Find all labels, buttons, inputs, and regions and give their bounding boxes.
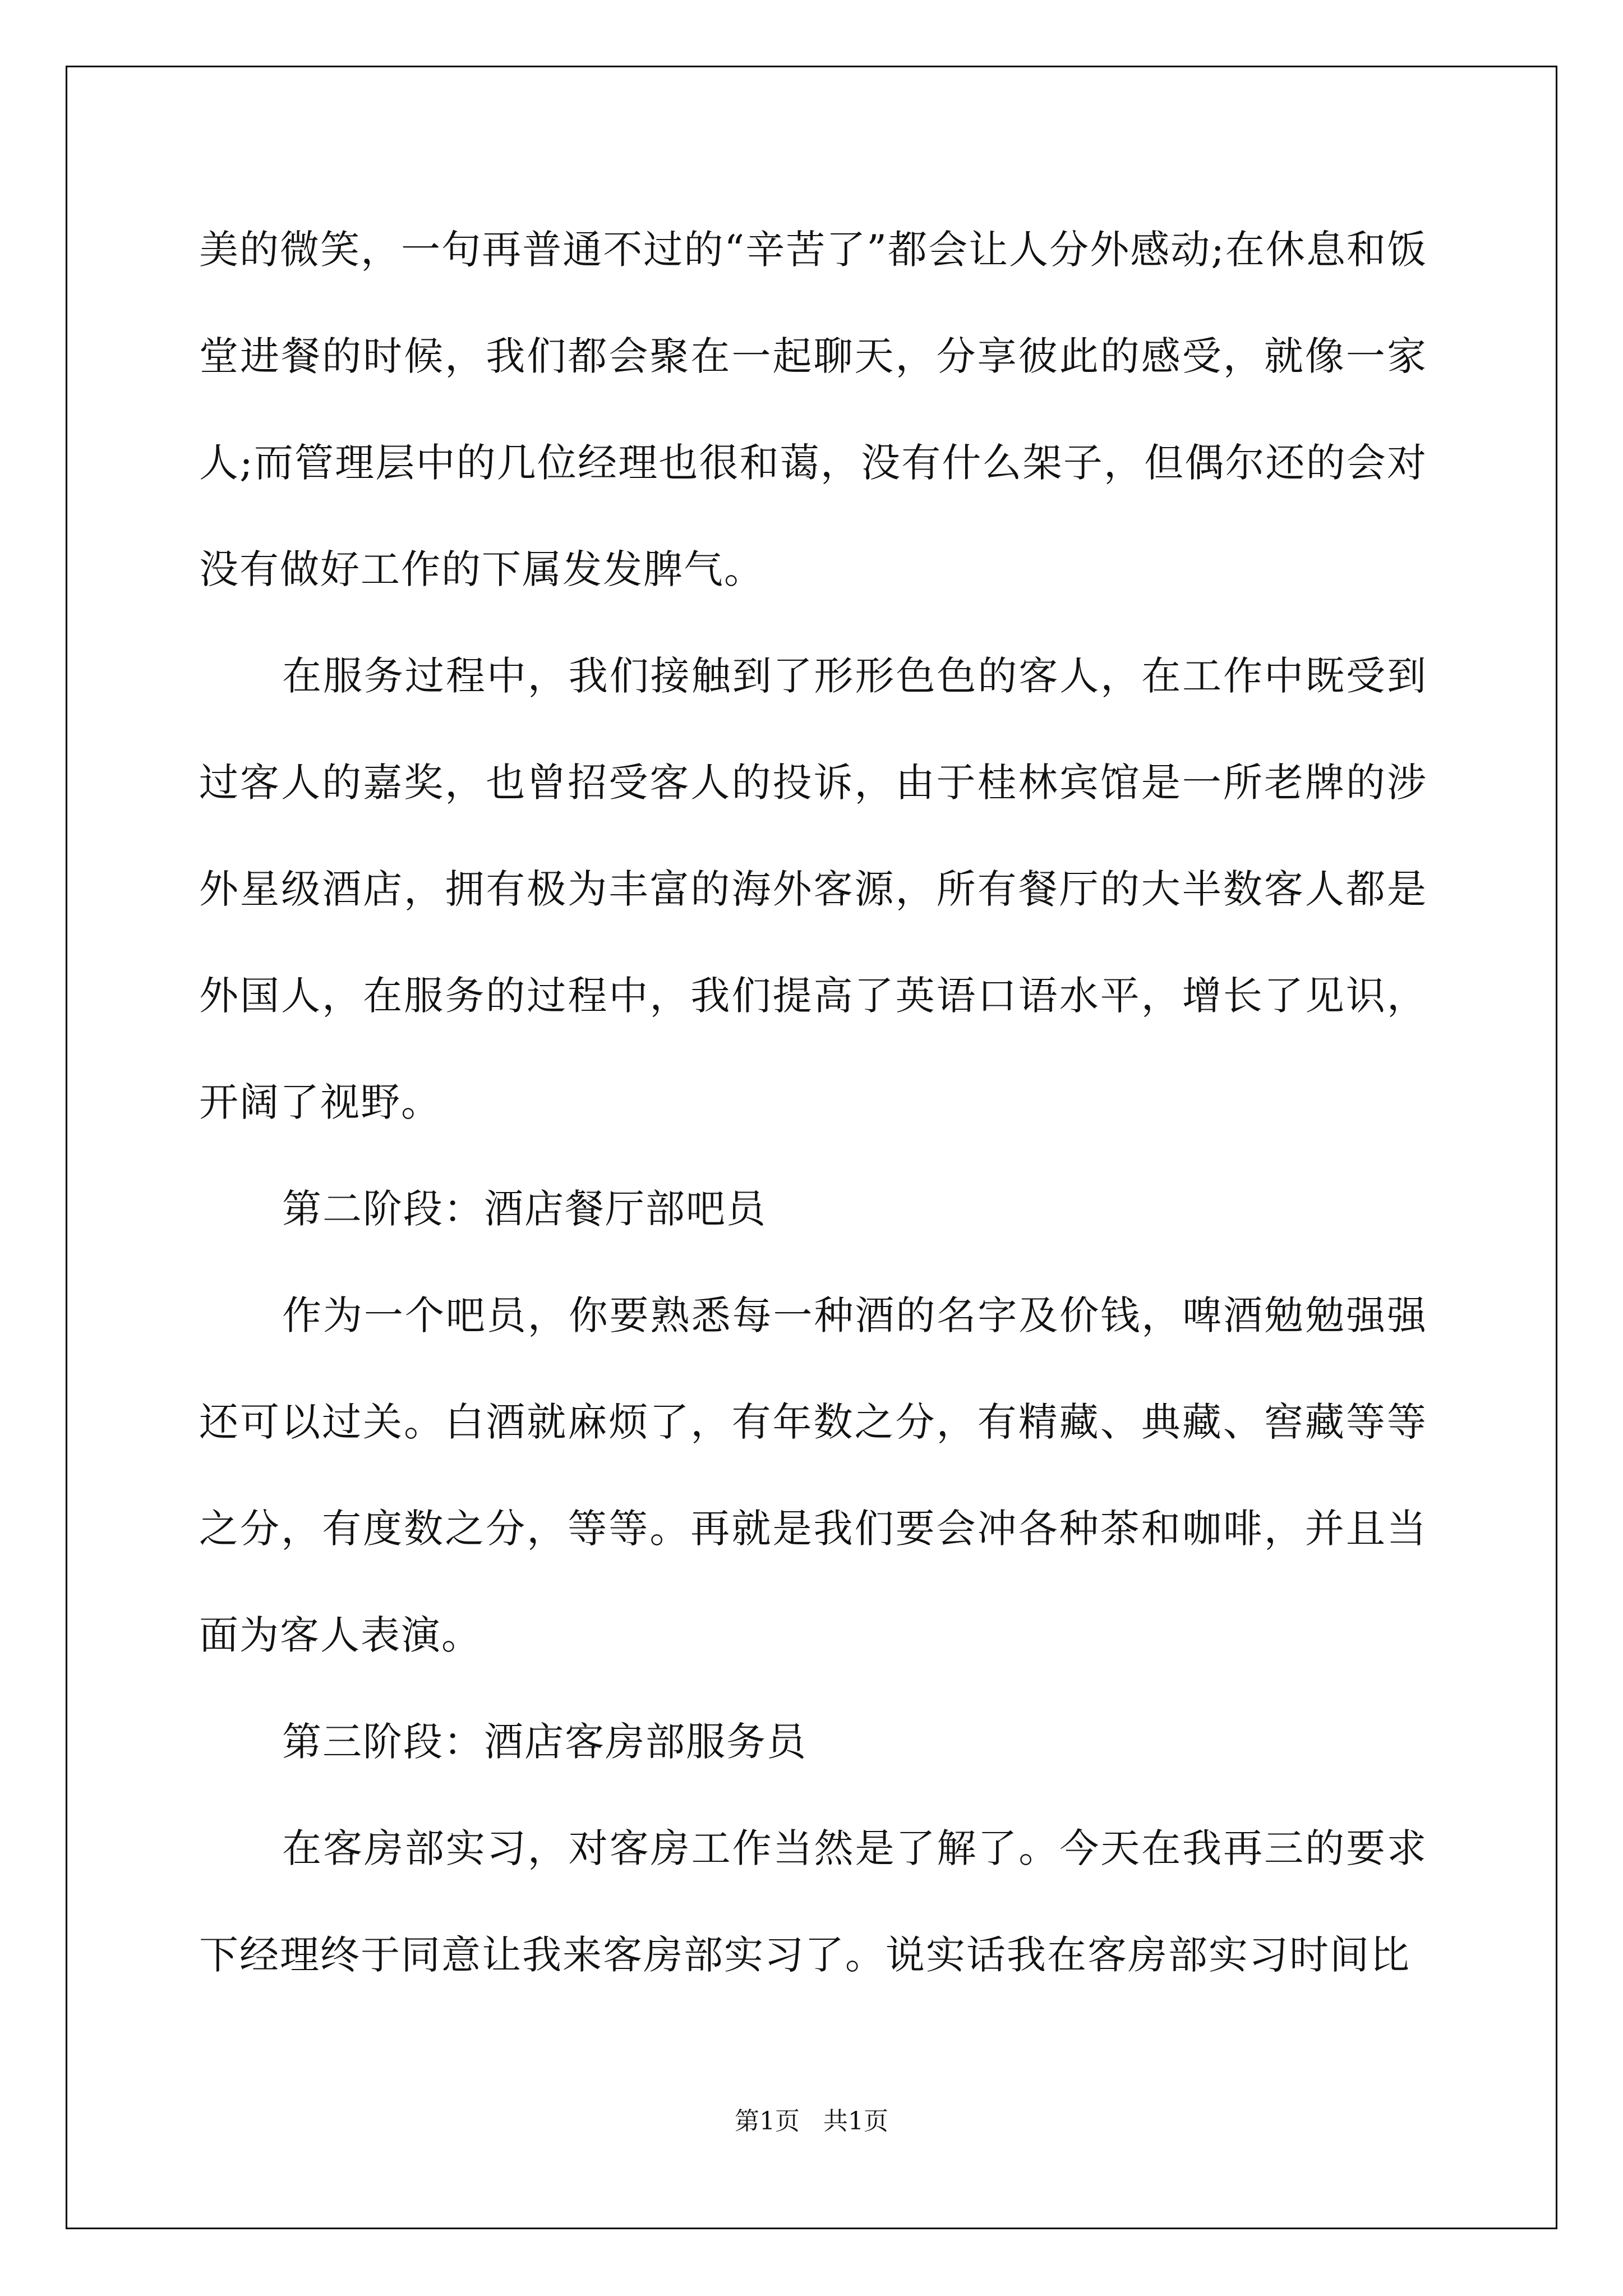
section-heading-stage-2: 第二阶段：酒店餐厅部吧员 bbox=[282, 1186, 767, 1232]
paragraph-1: 美的微笑，一句再普通不过的“辛苦了”都会让人分外感动;在休息和饭堂进餐的时候，我们都会聚在一起聊天，分享彼此的感受，就像一家人;而管理层中的几位经理也很和蔼，没有什么架子，但偶尔还的会对没有做好工作的下属发发脾气。 bbox=[199, 227, 1427, 592]
paragraph-2: 在服务过程中，我们接触到了形形色色的客人，在工作中既受到过客人的嘉奖，也曾招受客人的投诉，由于桂林宾馆是一所老牌的涉外星级酒店，拥有极为丰富的海外客源，所有餐厅的大半数客人都是外国人，在服务的过程中，我们提高了英语口语水平，增长了见识，开阔了视野。 bbox=[199, 653, 1427, 1125]
document-body bbox=[199, 196, 1427, 2008]
paragraph-4: 在客房部实习，对客房工作当然是了解了。今天在我再三的要求下经理终于同意让我来客房部实习了。说实话我在客房部实习时间比 bbox=[199, 1825, 1427, 1978]
page-footer: 第1页 共1页 bbox=[735, 2107, 888, 2136]
section-heading-stage-3: 第三阶段：酒店客房部服务员 bbox=[282, 1719, 807, 1765]
paragraph-3: 作为一个吧员，你要熟悉每一种酒的名字及价钱，啤酒勉勉强强还可以过关。白酒就麻烦了，有年数之分，有精藏、典藏、窖藏等等之分，有度数之分，等等。再就是我们要会冲各种茶和咖啡，并且当面为客人表演。 bbox=[199, 1292, 1427, 1658]
